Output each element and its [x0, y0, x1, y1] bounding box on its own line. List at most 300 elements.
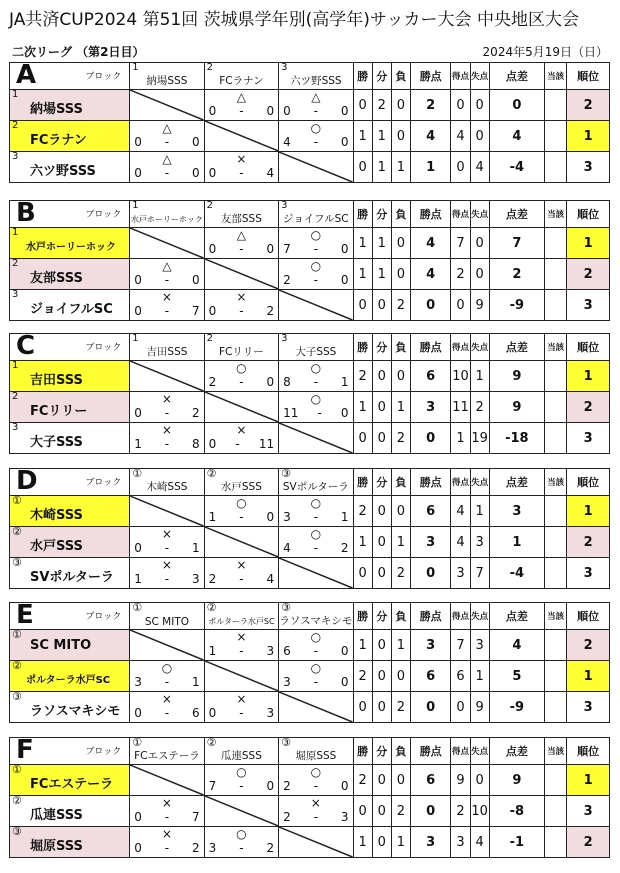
- score-against: 0: [340, 273, 349, 287]
- col-header-loss: 負: [391, 63, 410, 90]
- stat-wins: 0: [353, 152, 372, 183]
- stat-goals-against: 1: [470, 496, 489, 527]
- match-result-cell: [279, 496, 353, 527]
- match-score: [283, 104, 348, 118]
- block-label: ブロック: [85, 72, 122, 82]
- opponent-header-cell: [130, 738, 204, 765]
- stat-points: 6: [410, 361, 450, 392]
- stat-goals-against: 2: [470, 392, 489, 423]
- match-score: [209, 644, 274, 658]
- stat-goals-against: 19: [470, 423, 489, 454]
- team-number: 2: [206, 62, 214, 73]
- col-header-loss: 負: [391, 738, 410, 765]
- self-match-cell: [130, 361, 204, 392]
- col-header-gf: 得点: [451, 63, 470, 90]
- score-against: 7: [192, 810, 200, 824]
- team-name: ポルターラ水戸SC: [26, 675, 111, 686]
- stat-goals-against: 4: [470, 152, 489, 183]
- result-symbol: △: [236, 90, 246, 104]
- match-result-cell: [279, 361, 353, 392]
- page-title: JA共済CUP2024 第51回 茨城県学年別(高学年)サッカー大会 中央地区大会: [9, 10, 579, 30]
- col-header-gf: 得点: [451, 469, 470, 496]
- score-for: 2: [283, 779, 291, 793]
- team-row: [10, 361, 610, 392]
- match-result-cell: [130, 796, 204, 827]
- stat-head-to-head: [545, 827, 567, 858]
- result-symbol: ×: [161, 392, 172, 406]
- stat-goal-diff: -9: [489, 290, 544, 321]
- opponent-name: FCエステーラ: [134, 750, 200, 762]
- stat-goal-diff: 9: [489, 361, 544, 392]
- stat-losses: 1: [391, 392, 410, 423]
- score-for: 0: [208, 104, 217, 118]
- score-dash: -: [239, 779, 244, 793]
- col-header-h2h: 当該: [545, 201, 567, 228]
- match-result-cell: [279, 661, 353, 692]
- opponent-header-cell: [130, 63, 204, 90]
- stat-points: 3: [410, 392, 450, 423]
- group-letter: F: [16, 735, 34, 765]
- opponent-header-cell: [279, 469, 353, 496]
- opponent-name: 堀原SSS: [295, 750, 337, 762]
- stat-wins: 2: [353, 661, 372, 692]
- stat-goal-diff: 2: [489, 259, 544, 290]
- stat-goal-diff: -8: [489, 796, 544, 827]
- score-against: 0: [266, 779, 275, 793]
- match-score: [209, 572, 274, 586]
- opponent-name: 六ツ野SSS: [290, 75, 342, 87]
- score-dash: -: [164, 675, 170, 689]
- team-number: ③: [281, 601, 291, 614]
- team-name: 水戸ホーリーホック: [26, 242, 116, 253]
- match-score: [283, 135, 348, 149]
- stat-head-to-head: [545, 765, 567, 796]
- group-letter: C: [16, 331, 36, 361]
- stat-wins: 1: [353, 392, 372, 423]
- match-result-cell: [130, 259, 204, 290]
- stat-goal-diff: 4: [489, 630, 544, 661]
- stat-wins: 0: [353, 796, 372, 827]
- group-table-c: [9, 333, 610, 454]
- opponent-name: 吉田SSS: [146, 346, 188, 358]
- stat-points: 3: [410, 827, 450, 858]
- stat-rank: 3: [567, 558, 610, 589]
- team-row: [10, 630, 610, 661]
- team-row: [10, 661, 610, 692]
- team-name-cell: [10, 259, 130, 290]
- opponent-header-cell: [204, 603, 278, 630]
- score-dash: -: [164, 572, 170, 586]
- stat-draws: 0: [372, 558, 391, 589]
- team-row: [10, 558, 610, 589]
- self-match-cell: [204, 121, 278, 152]
- result-symbol: ×: [161, 527, 172, 541]
- team-number: ①: [12, 494, 22, 507]
- score-dash: -: [239, 242, 244, 256]
- team-name: 木崎SSS: [30, 508, 83, 523]
- stat-goals-for: 1: [451, 423, 470, 454]
- col-header-draw: 分: [372, 201, 391, 228]
- score-for: 2: [283, 810, 291, 824]
- stat-rank: 1: [567, 496, 610, 527]
- match-score: [209, 841, 274, 855]
- score-for: 11: [283, 406, 299, 420]
- col-header-win: 勝: [353, 603, 372, 630]
- team-number: ②: [12, 659, 22, 672]
- block-label: ブロック: [85, 747, 122, 757]
- stat-points: 6: [410, 661, 450, 692]
- block-label: ブロック: [85, 210, 122, 220]
- score-against: 0: [340, 242, 349, 256]
- score-dash: -: [164, 541, 170, 555]
- match-result-cell: [204, 423, 278, 454]
- score-dash: -: [164, 166, 170, 180]
- stat-wins: 1: [353, 121, 372, 152]
- team-number: ①: [132, 736, 143, 749]
- match-score: [283, 406, 348, 420]
- score-against: 0: [340, 644, 349, 658]
- group-header-row: [10, 63, 610, 90]
- opponent-header-cell: [204, 201, 278, 228]
- match-score: [209, 510, 274, 524]
- team-name-cell: [10, 765, 130, 796]
- group-table-b: [9, 200, 610, 321]
- team-name: 吉田SSS: [30, 373, 83, 388]
- match-score: [209, 706, 274, 720]
- result-symbol: ○: [310, 527, 322, 541]
- stat-goals-against: 9: [470, 290, 489, 321]
- self-match-cell: [204, 796, 278, 827]
- stat-points: 3: [410, 630, 450, 661]
- stat-wins: 1: [353, 527, 372, 558]
- self-match-cell: [204, 527, 278, 558]
- team-number: 3: [12, 289, 19, 300]
- team-row: [10, 259, 610, 290]
- stat-head-to-head: [545, 392, 567, 423]
- group-table-d: [9, 468, 610, 589]
- score-dash: -: [313, 273, 318, 287]
- team-name-cell: [10, 661, 130, 692]
- opponent-header-cell: [130, 201, 204, 228]
- score-dash: -: [239, 510, 244, 524]
- team-name: 友部SSS: [30, 271, 83, 286]
- score-against: 3: [192, 572, 200, 586]
- score-for: 2: [208, 375, 217, 389]
- score-against: 2: [192, 841, 200, 855]
- score-for: 0: [208, 706, 217, 720]
- stat-goal-diff: 4: [489, 121, 544, 152]
- stat-draws: 1: [372, 152, 391, 183]
- score-for: 1: [208, 510, 217, 524]
- opponent-name: ジョイフルSC: [283, 213, 349, 225]
- opponent-name: 友部SSS: [220, 213, 262, 225]
- score-against: 0: [192, 273, 200, 287]
- score-for: 3: [283, 675, 291, 689]
- match-score: [209, 375, 274, 389]
- score-for: 0: [134, 706, 142, 720]
- stat-losses: 0: [391, 361, 410, 392]
- stat-points: 0: [410, 423, 450, 454]
- stat-losses: 0: [391, 90, 410, 121]
- team-number: ②: [206, 467, 217, 480]
- score-for: 0: [208, 304, 217, 318]
- col-header-points: 勝点: [410, 469, 450, 496]
- col-header-h2h: 当該: [545, 334, 567, 361]
- score-for: 8: [283, 375, 291, 389]
- score-for: 6: [283, 644, 291, 658]
- team-name: SC MITO: [30, 638, 92, 653]
- group-label-cell: [10, 735, 130, 765]
- col-header-rank: 順位: [567, 738, 610, 765]
- stat-rank: 3: [567, 692, 610, 723]
- group-table-f: [9, 737, 610, 858]
- col-header-draw: 分: [372, 603, 391, 630]
- opponent-header-cell: [130, 334, 204, 361]
- score-dash: -: [164, 841, 170, 855]
- score-for: 1: [208, 644, 217, 658]
- team-number: ③: [281, 467, 291, 480]
- team-name: 納場SSS: [30, 102, 83, 117]
- match-score: [134, 810, 199, 824]
- col-header-points: 勝点: [410, 334, 450, 361]
- score-for: 0: [134, 135, 142, 149]
- stat-rank: 3: [567, 796, 610, 827]
- league-subtitle: 二次リーグ （第2日目）: [12, 45, 145, 59]
- stat-head-to-head: [545, 692, 567, 723]
- match-result-cell: [130, 692, 204, 723]
- score-dash: -: [164, 706, 170, 720]
- group-table-a: [9, 62, 610, 183]
- col-header-h2h: 当該: [545, 63, 567, 90]
- stat-goals-against: 0: [470, 121, 489, 152]
- score-against: 0: [192, 135, 200, 149]
- stat-goal-diff: -9: [489, 692, 544, 723]
- team-name: FCリリー: [30, 404, 88, 419]
- score-for: 3: [283, 510, 291, 524]
- stat-points: 0: [410, 558, 450, 589]
- score-against: 0: [192, 166, 200, 180]
- stat-draws: 0: [372, 692, 391, 723]
- col-header-win: 勝: [353, 334, 372, 361]
- group-header-row: [10, 469, 610, 496]
- stat-head-to-head: [545, 152, 567, 183]
- stat-rank: 2: [567, 527, 610, 558]
- group-letter: B: [16, 198, 36, 228]
- team-number: 1: [132, 333, 139, 344]
- match-score: [209, 166, 274, 180]
- stat-goal-diff: -18: [489, 423, 544, 454]
- score-for: 4: [283, 541, 291, 555]
- team-number: ①: [132, 601, 143, 614]
- stat-goals-against: 0: [470, 90, 489, 121]
- stat-goals-for: 3: [451, 558, 470, 589]
- result-symbol: ×: [161, 290, 172, 304]
- stat-head-to-head: [545, 527, 567, 558]
- result-symbol: ×: [161, 423, 172, 437]
- col-header-points: 勝点: [410, 201, 450, 228]
- team-name-cell: [10, 796, 130, 827]
- team-row: [10, 827, 610, 858]
- stat-rank: 1: [567, 765, 610, 796]
- col-header-win: 勝: [353, 63, 372, 90]
- score-for: 0: [134, 166, 142, 180]
- col-header-gd: 点差: [489, 334, 544, 361]
- opponent-name: SVポルターラ: [282, 481, 349, 493]
- score-dash: -: [239, 706, 244, 720]
- self-match-cell: [279, 152, 353, 183]
- stat-head-to-head: [545, 290, 567, 321]
- match-score: [134, 304, 199, 318]
- team-number: 2: [206, 333, 214, 344]
- stat-wins: 0: [353, 290, 372, 321]
- score-dash: -: [164, 437, 170, 451]
- team-number: ①: [12, 628, 22, 641]
- opponent-name: ポルターラ水戸SC: [208, 617, 275, 626]
- col-header-draw: 分: [372, 63, 391, 90]
- score-for: 0: [134, 541, 142, 555]
- match-score: [134, 406, 199, 420]
- stat-goals-against: 3: [470, 630, 489, 661]
- col-header-rank: 順位: [567, 603, 610, 630]
- col-header-ga: 失点: [470, 201, 489, 228]
- score-against: 3: [266, 644, 275, 658]
- score-against: 8: [192, 437, 200, 451]
- stat-goals-for: 2: [451, 796, 470, 827]
- score-for: 2: [283, 273, 291, 287]
- match-score: [283, 810, 348, 824]
- stat-rank: 2: [567, 392, 610, 423]
- result-symbol: ×: [161, 827, 172, 841]
- stat-points: 6: [410, 496, 450, 527]
- team-name-cell: [10, 228, 130, 259]
- team-number: 3: [281, 200, 288, 211]
- opponent-name: 木崎SSS: [146, 481, 188, 493]
- stat-goals-against: 3: [470, 527, 489, 558]
- match-score: [209, 779, 274, 793]
- match-date: 2024年5月19日（日）: [482, 45, 608, 59]
- team-number: ②: [12, 794, 22, 807]
- col-header-win: 勝: [353, 738, 372, 765]
- stat-goal-diff: -4: [489, 152, 544, 183]
- match-result-cell: [204, 827, 278, 858]
- result-symbol: ○: [236, 827, 247, 841]
- col-header-gd: 点差: [489, 63, 544, 90]
- stat-losses: 0: [391, 259, 410, 290]
- team-number: 3: [281, 333, 288, 344]
- col-header-rank: 順位: [567, 201, 610, 228]
- stat-goals-for: 0: [451, 290, 470, 321]
- stat-rank: 1: [567, 661, 610, 692]
- stat-goals-for: 4: [451, 121, 470, 152]
- opponent-name: FCリリー: [218, 346, 264, 358]
- col-header-gf: 得点: [451, 603, 470, 630]
- match-score: [209, 304, 274, 318]
- col-header-gf: 得点: [451, 738, 470, 765]
- stat-rank: 2: [567, 90, 610, 121]
- col-header-gd: 点差: [489, 738, 544, 765]
- stat-rank: 2: [567, 259, 610, 290]
- stat-losses: 2: [391, 423, 410, 454]
- team-number: 1: [12, 89, 19, 100]
- stat-goal-diff: 0: [489, 90, 544, 121]
- score-dash: -: [313, 810, 318, 824]
- result-symbol: ○: [310, 121, 322, 135]
- stat-goal-diff: -1: [489, 827, 544, 858]
- col-header-draw: 分: [372, 469, 391, 496]
- opponent-name: SC MITO: [144, 616, 190, 628]
- col-header-points: 勝点: [410, 603, 450, 630]
- stat-goals-against: 4: [470, 827, 489, 858]
- team-name: 堀原SSS: [30, 839, 83, 854]
- col-header-rank: 順位: [567, 63, 610, 90]
- opponent-name: 水戸SSS: [220, 481, 262, 493]
- stat-rank: 1: [567, 228, 610, 259]
- stat-head-to-head: [545, 228, 567, 259]
- score-dash: -: [164, 304, 170, 318]
- team-row: [10, 496, 610, 527]
- stat-goals-against: 0: [470, 765, 489, 796]
- team-row: [10, 228, 610, 259]
- col-header-ga: 失点: [470, 334, 489, 361]
- match-result-cell: [279, 765, 353, 796]
- team-number: ③: [281, 736, 291, 749]
- stat-head-to-head: [545, 496, 567, 527]
- match-score: [283, 779, 348, 793]
- block-label: ブロック: [85, 478, 122, 488]
- team-number: ③: [12, 556, 22, 569]
- col-header-loss: 負: [391, 603, 410, 630]
- stat-draws: 1: [372, 228, 391, 259]
- result-symbol: ×: [161, 692, 172, 706]
- col-header-gd: 点差: [489, 603, 544, 630]
- stat-goals-against: 0: [470, 228, 489, 259]
- opponent-header-cell: [130, 469, 204, 496]
- match-result-cell: [130, 152, 204, 183]
- group-letter: D: [16, 466, 38, 496]
- result-symbol: ○: [310, 228, 322, 242]
- match-score: [134, 675, 199, 689]
- stat-points: 1: [410, 152, 450, 183]
- stat-losses: 1: [391, 630, 410, 661]
- stat-losses: 0: [391, 765, 410, 796]
- stat-wins: 1: [353, 630, 372, 661]
- stat-goal-diff: 9: [489, 392, 544, 423]
- opponent-header-cell: [204, 63, 278, 90]
- stat-points: 3: [410, 527, 450, 558]
- col-header-h2h: 当該: [545, 603, 567, 630]
- opponent-name: 瓜連SSS: [220, 750, 262, 762]
- stat-wins: 0: [353, 558, 372, 589]
- col-header-rank: 順位: [567, 469, 610, 496]
- stat-head-to-head: [545, 423, 567, 454]
- score-dash: -: [164, 406, 170, 420]
- team-number: 2: [12, 391, 19, 402]
- stat-wins: 0: [353, 90, 372, 121]
- result-symbol: ×: [310, 796, 321, 810]
- result-symbol: ○: [236, 765, 247, 779]
- stat-head-to-head: [545, 661, 567, 692]
- match-result-cell: [204, 558, 278, 589]
- match-score: [283, 242, 348, 256]
- col-header-win: 勝: [353, 469, 372, 496]
- team-number: ②: [206, 601, 217, 614]
- stat-goals-for: 2: [451, 259, 470, 290]
- result-symbol: △: [162, 259, 172, 273]
- opponent-header-cell: [279, 201, 353, 228]
- stat-losses: 1: [391, 827, 410, 858]
- self-match-cell: [130, 630, 204, 661]
- stat-wins: 2: [353, 496, 372, 527]
